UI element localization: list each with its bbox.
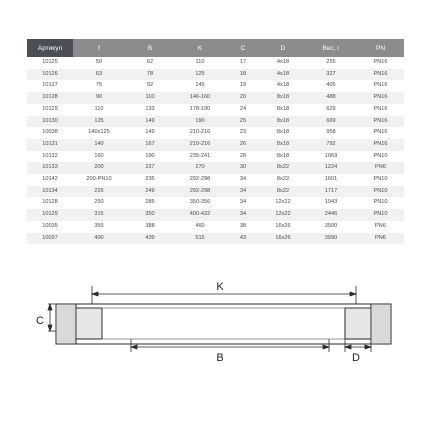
table-cell: 8x22 <box>261 186 305 198</box>
table-cell: 515 <box>175 233 225 245</box>
table-body <box>27 57 404 244</box>
table-row <box>27 151 404 163</box>
table-cell: 227 <box>125 162 175 174</box>
table-cell: 62 <box>125 57 175 69</box>
table-cell: 16x26 <box>261 233 305 245</box>
table-cell: 270 <box>175 162 225 174</box>
table-cell: 24 <box>225 104 261 116</box>
table-cell: 10037 <box>27 233 73 245</box>
table-cell: 1601 <box>305 174 357 186</box>
table-cell: 8x22 <box>261 162 305 174</box>
label-k: K <box>216 281 224 293</box>
table-cell: 140 <box>73 139 125 151</box>
table-cell: 34 <box>225 174 261 186</box>
label-c: C <box>36 315 44 327</box>
table-cell: 149 <box>125 116 175 128</box>
label-b: B <box>216 352 224 364</box>
table-cell: 10131 <box>27 139 73 151</box>
column-header: B <box>125 39 175 57</box>
column-header: f <box>73 39 125 57</box>
table-cell: 10133 <box>27 162 73 174</box>
label-d: D <box>352 352 360 364</box>
table-cell: 200-PN10 <box>73 174 125 186</box>
table-cell: 160 <box>73 151 125 163</box>
table-cell: 20 <box>225 92 261 104</box>
table-row <box>27 80 404 92</box>
table-cell: 145 <box>175 80 225 92</box>
table-cell: 75 <box>73 80 125 92</box>
column-header: C <box>225 39 261 57</box>
table-header-row <box>27 39 404 57</box>
table-cell: 8x18 <box>261 116 305 128</box>
table-cell: PN16 <box>357 139 404 151</box>
table-cell: 4x18 <box>261 57 305 69</box>
table-cell: 249 <box>125 186 175 198</box>
table-cell: 439 <box>125 233 175 245</box>
table-cell: 235-241 <box>175 151 225 163</box>
table-cell: 1943 <box>305 197 357 209</box>
table-cell: 43 <box>225 233 261 245</box>
table-cell: 4x18 <box>261 69 305 81</box>
column-header: Артикул <box>27 39 73 57</box>
table-row <box>27 221 404 233</box>
table-row <box>27 116 404 128</box>
table-row <box>27 186 404 198</box>
table-cell: 200 <box>73 162 125 174</box>
table-cell: PN16 <box>357 104 404 116</box>
table-cell: 8x18 <box>261 139 305 151</box>
table-cell: 78 <box>125 69 175 81</box>
table-cell: 8x18 <box>261 92 305 104</box>
table-row <box>27 233 404 245</box>
table-cell: 10128 <box>27 92 73 104</box>
table-cell: PN16 <box>357 80 404 92</box>
table-cell: 30 <box>225 162 261 174</box>
table-cell: 3990 <box>305 233 357 245</box>
table-cell: 110 <box>175 57 225 69</box>
table-cell: 4x18 <box>261 80 305 92</box>
table-cell: 34 <box>225 197 261 209</box>
table-cell: 405 <box>305 80 357 92</box>
table-row <box>27 174 404 186</box>
table-cell: 10134 <box>27 186 73 198</box>
table-cell: 190 <box>175 116 225 128</box>
table-cell: PN10 <box>357 197 404 209</box>
table-cell: 34 <box>225 186 261 198</box>
table-cell: 12x22 <box>261 209 305 221</box>
table-cell: 255 <box>305 57 357 69</box>
table-cell: 125 <box>73 116 125 128</box>
table-cell: 10129 <box>27 209 73 221</box>
table-cell: 388 <box>125 221 175 233</box>
table-cell: 178-190 <box>175 104 225 116</box>
column-header: Вес, г <box>305 39 357 57</box>
table-cell: 10128 <box>27 197 73 209</box>
table-cell: 250 <box>73 197 125 209</box>
column-header: PN <box>357 39 404 57</box>
table-cell: 225 <box>73 186 125 198</box>
table-row <box>27 104 404 116</box>
table-cell: 10127 <box>27 80 73 92</box>
table-cell: 19 <box>225 80 261 92</box>
table-cell: 125 <box>175 69 225 81</box>
table-cell: 50 <box>73 57 125 69</box>
table-cell: 10038 <box>27 127 73 139</box>
table-cell: 400 <box>73 233 125 245</box>
table-cell: 958 <box>305 127 357 139</box>
table-cell: 16x26 <box>261 221 305 233</box>
table-cell: 90 <box>73 92 125 104</box>
table-cell: 327 <box>305 69 357 81</box>
table-cell: PN16 <box>357 69 404 81</box>
table-row <box>27 92 404 104</box>
table-cell: 460 <box>175 221 225 233</box>
table-cell: 10130 <box>27 116 73 128</box>
table-cell: 1063 <box>305 151 357 163</box>
table-cell: 140x125 <box>73 127 125 139</box>
table-cell: 8x18 <box>261 151 305 163</box>
table-cell: 25 <box>225 116 261 128</box>
table-cell: 235 <box>125 174 175 186</box>
table-cell: 167 <box>125 139 175 151</box>
table-cell: 10126 <box>27 69 73 81</box>
table-row <box>27 162 404 174</box>
table-cell: 10129 <box>27 104 73 116</box>
table-cell: 92 <box>125 80 175 92</box>
table-cell: 292-298 <box>175 174 225 186</box>
table-cell: 210-216 <box>175 139 225 151</box>
column-header: D <box>261 39 305 57</box>
table-cell: 133 <box>125 104 175 116</box>
table-cell: 28 <box>225 151 261 163</box>
table-cell: 400-432 <box>175 209 225 221</box>
table-cell: 669 <box>305 116 357 128</box>
table-cell: 1224 <box>305 162 357 174</box>
flange-outline <box>56 304 391 344</box>
table-cell: 8x22 <box>261 174 305 186</box>
table-cell: 285 <box>125 197 175 209</box>
table-cell: PN6 <box>357 221 404 233</box>
table-cell: 629 <box>305 104 357 116</box>
flange-dimension-drawing <box>0 268 430 430</box>
table-row <box>27 57 404 69</box>
table-cell: 110 <box>125 92 175 104</box>
table-cell: 350-356 <box>175 197 225 209</box>
spec-table <box>27 39 404 244</box>
table-cell: 149 <box>125 127 175 139</box>
table-cell: 146-160 <box>175 92 225 104</box>
table-cell: PN10 <box>357 209 404 221</box>
table-cell: PN10 <box>357 174 404 186</box>
table-cell: 10125 <box>27 57 73 69</box>
table-cell: 23 <box>225 127 261 139</box>
table-cell: PN16 <box>357 127 404 139</box>
table-cell: 10035 <box>27 221 73 233</box>
table-row <box>27 197 404 209</box>
table-cell: 63 <box>73 69 125 81</box>
table-cell: 8x18 <box>261 127 305 139</box>
table-cell: 350 <box>125 209 175 221</box>
table-cell: PN6 <box>357 162 404 174</box>
column-header: K <box>175 39 225 57</box>
table-cell: 1717 <box>305 186 357 198</box>
table-cell: 190 <box>125 151 175 163</box>
table-cell: 38 <box>225 221 261 233</box>
table-cell: 12x22 <box>261 197 305 209</box>
table-cell: PN16 <box>357 116 404 128</box>
table-cell: 3500 <box>305 221 357 233</box>
table-cell: 8x18 <box>261 104 305 116</box>
table-row <box>27 127 404 139</box>
table-cell: 10132 <box>27 151 73 163</box>
table-cell: 792 <box>305 139 357 151</box>
table-cell: 18 <box>225 69 261 81</box>
table-row <box>27 69 404 81</box>
table-row <box>27 139 404 151</box>
table-cell: 110 <box>73 104 125 116</box>
table-cell: PN16 <box>357 57 404 69</box>
table-cell: PN6 <box>357 233 404 245</box>
table-cell: 315 <box>73 209 125 221</box>
table-cell: PN10 <box>357 186 404 198</box>
table-cell: 292-298 <box>175 186 225 198</box>
table-cell: 355 <box>73 221 125 233</box>
table-cell: 210-216 <box>175 127 225 139</box>
table-cell: 10142 <box>27 174 73 186</box>
table-row <box>27 209 404 221</box>
table-cell: 26 <box>225 139 261 151</box>
table-cell: 2446 <box>305 209 357 221</box>
table-cell: 488 <box>305 92 357 104</box>
table-cell: PN10 <box>357 151 404 163</box>
table-cell: 17 <box>225 57 261 69</box>
table-cell: PN16 <box>357 92 404 104</box>
table-cell: 34 <box>225 209 261 221</box>
